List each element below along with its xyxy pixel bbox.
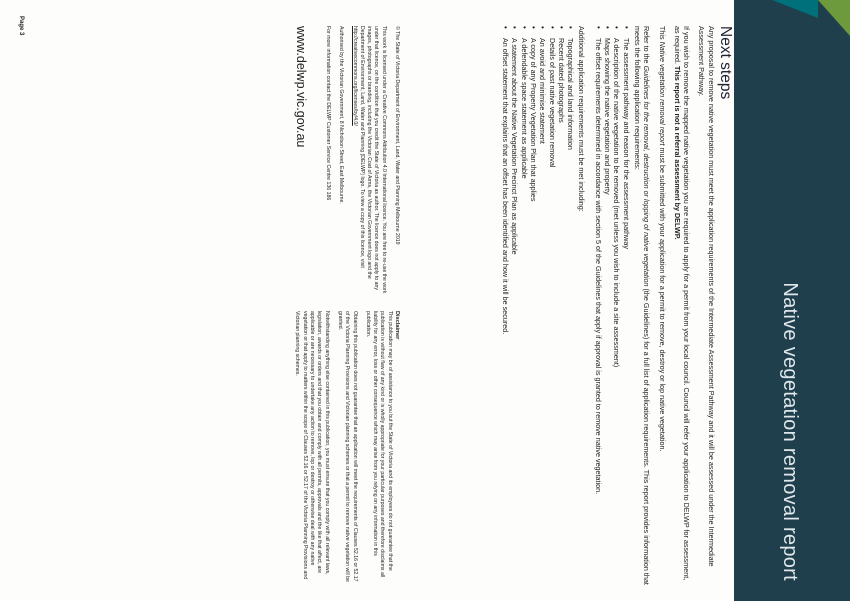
- additional-requirements-list: [501, 26, 575, 586]
- list-item: • The assessment pathway and reason for the assessment pathway: [621, 26, 630, 586]
- disclaimer-column: [287, 311, 400, 583]
- report-title: Native vegetation removal report: [779, 282, 801, 581]
- page-number: Page 3: [18, 16, 24, 36]
- next-steps-section: [494, 26, 734, 586]
- list-item: • Maps showing the native vegetation and property: [603, 26, 612, 586]
- authorised-text: Authorised by the Victorian Government, 8 Nicholson Street, East Melbourne.: [338, 26, 345, 204]
- contact-text: For more information contact the DELWP Customer Service Centre 136 186: [324, 26, 331, 201]
- permit-text: If you wish to remove the mapped native vegetation you are required to apply for a permit from your local council. Council will refer your application to DELWP for assessment, as required.: [672, 26, 692, 581]
- guidelines-text-b: (the Guidelines) for a full list of application requirements. This report provides information that meets the following application requirements:: [632, 26, 652, 585]
- header-band: [734, 0, 850, 601]
- list-item: • An offset statement that explains that an offset has been identified and how it will be secured.: [501, 26, 510, 586]
- submission-text-b: must be submitted with your application for a permit to remove, destroy or lop native vegetation.: [657, 147, 667, 452]
- guidelines-text-a: Refer to the: [642, 26, 652, 64]
- list-item: • An avoid and minimise statement: [538, 26, 547, 586]
- list-item: • A statement about the Native Vegetation Precinct Plan as applicable: [510, 26, 519, 586]
- additional-intro: Additional application requirements must be met including:: [577, 26, 587, 212]
- list-item: • Recent dated photographs: [557, 26, 566, 586]
- obtaining-text: Obtaining this publication does not guarantee that an application will meet the requirements of Clauses 52.16 or 52.17 of the Victoria Planning Provisions and Victorian planning schemes or that a permit to remove native vegetation will be granted.: [336, 311, 358, 582]
- list-item: • Details of past native vegetation removal: [547, 26, 556, 586]
- licence-link[interactable]: http://creativecommons.org/licenses/by/4.0/: [351, 26, 358, 126]
- copyright-column: [294, 26, 400, 296]
- licence-text: This work is licensed under a Creative Commons Attribution 4.0 International licence. You are free to re-use the work under that licence, on the condition that you credit the State of Victoria as author. The licence does not apply to any images, photographs or branding, including the Victorian Coat of Arms, the Victorian Government logo and the Department of Environment, Land, Water and Planning (DELWP) logo. To view a copy of this licence, visit: [358, 26, 387, 294]
- pathway-paragraph: Any proposal to remove native vegetation must meet the application requirements of the Intermediate Assessment Pathway and it will be assessed under the Intermediate Assessment Pathway.: [697, 26, 716, 567]
- website-link[interactable]: www.delwp.vic.gov.au: [293, 26, 308, 148]
- guidelines-italic: Guidelines for the removal, destruction or lopping of native vegetation: [642, 65, 652, 287]
- licence-paragraph: [350, 26, 386, 296]
- notwithstanding-text: Notwithstanding anything else contained in this publication, you must ensure that you comply with all relevant laws, legislation, awards or orders and that you obtain and comply with all permits, approvals and the like that affect, are applicable or are necessary to undertake any action to remove, lop or destroy or otherwise deal with any native vegetation or that apply to matters within the scope of Clauses 52.16 or 52.17 of the Victoria Planning Provisions and Victorian planning schemes.: [294, 311, 330, 580]
- copyright-text: © The State of Victoria Department of Environment, Land, Water and Planning Melbourne 2019: [394, 26, 400, 245]
- list-item: • Topographical and land information: [566, 26, 575, 586]
- next-steps-heading: Next steps: [717, 26, 734, 100]
- permit-paragraph: [673, 26, 692, 586]
- requirements-list: [593, 26, 630, 586]
- disclaimer-heading: Disclaimer: [394, 311, 400, 340]
- not-referral-note: This report is not a referral assessment by DELWP.: [672, 65, 682, 240]
- submission-text-a: This: [657, 26, 667, 40]
- submission-paragraph: [657, 26, 666, 586]
- report-name-italic: Native vegetation removal report: [657, 41, 667, 146]
- list-item: • The offset requirements determined in accordance with section 5 of the Guidelines that apply if approval is granted to remove native vegetation.: [593, 26, 602, 586]
- disclaimer-text: This publication may be of assistance to you but the State of Victoria and its employees do not guarantee that the publication is without flaw of any kind or is wholly appropriate for your particular purposes and therefore disclaims all liability for any error, loss or other consequence which may arise from you relying on any information in this publication.: [364, 311, 393, 578]
- list-item: • A defendable space statement as applicable: [519, 26, 528, 586]
- list-item: • A copy of any Property Vegetation Plan that applies: [529, 26, 538, 586]
- footer-columns: [70, 26, 400, 586]
- list-item: • A description of the native vegetation to be removed (met unless you wish to include a site assessment): [612, 26, 621, 586]
- guidelines-paragraph: [633, 26, 652, 586]
